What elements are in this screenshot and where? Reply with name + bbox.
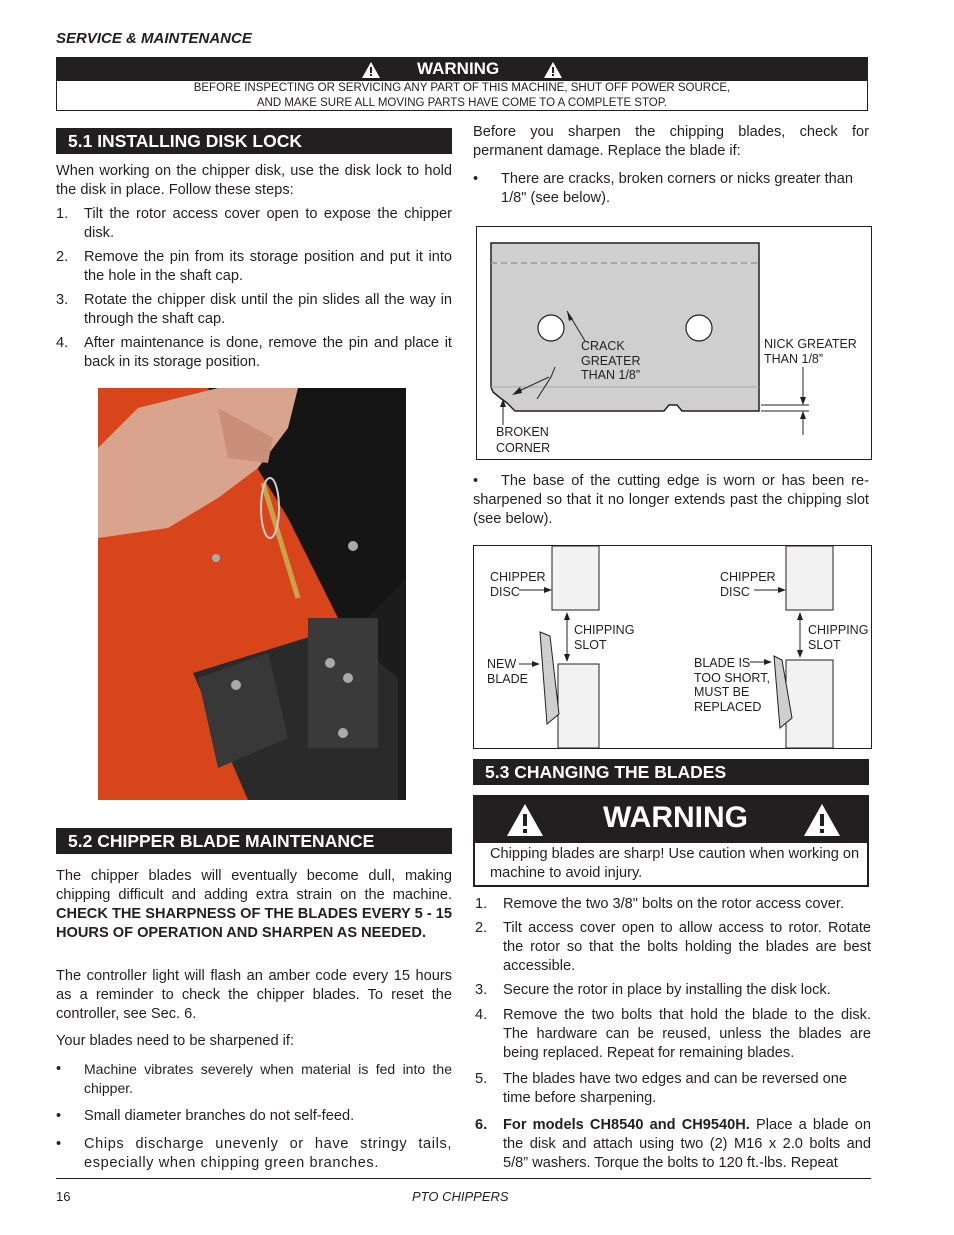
step-text: Tilt the rotor access cover open to expose the chipper disk. <box>84 206 452 241</box>
nick-label: NICK GREATER THAN 1/8” <box>764 337 857 366</box>
warning-triangle-icon <box>543 61 563 79</box>
crack-label: CRACK GREATER THAN 1/8” <box>581 339 641 382</box>
warning-title: WARNING <box>417 59 500 78</box>
new-blade-label: NEW BLADE <box>487 657 528 686</box>
chipper-disc-label: CHIPPER DISC <box>720 570 776 599</box>
step-number: 3. <box>475 982 488 998</box>
warning-title: WARNING <box>603 801 748 834</box>
bullet-text: Small diameter branches do not self-feed. <box>84 1108 355 1124</box>
sec52-paragraph-2: The controller light will flash an amber code every 15 hours as a reminder to check the chipper blades. To reset the controller, see Sec. 6. <box>56 968 452 1022</box>
step-text: Secure the rotor in place by installing the disk lock. <box>503 982 831 998</box>
step-text: Rotate the chipper disk until the pin slides all the way in through the shaft cap. <box>84 292 452 327</box>
bullet-dot: • <box>56 1108 62 1124</box>
step-number: 4. <box>56 335 69 351</box>
top-warning-box <box>56 57 868 111</box>
bullet-text: Chips discharge unevenly or have stringy tails, especially when chipping green branches. <box>84 1136 452 1171</box>
step-text: For models CH8540 and CH9540H. Place a blade on the disk and attach using two (2) M16 x 2.0 bolts and 5/8” washers. Torque the bolts to 120 ft.-lbs. Repeat <box>503 1117 872 1171</box>
step-text: The blades have two edges and can be reversed one time before sharpening. <box>503 1071 848 1106</box>
step-number: 2. <box>475 920 488 936</box>
step-number: 3. <box>56 292 69 308</box>
disk-lock-photo <box>98 388 406 800</box>
section-heading-5-3: 5.3 CHANGING THE BLADES <box>473 759 869 785</box>
step-text: Remove the pin from its storage position and put it into the hole in the shaft cap. <box>84 249 452 284</box>
bullet-dot: • <box>56 1136 62 1152</box>
step-text: After maintenance is done, remove the pin and place it back in its storage position. <box>84 335 452 370</box>
warning-triangle-icon <box>802 802 842 838</box>
bullet-dot: • <box>473 473 479 489</box>
sec52-paragraph-3: Your blades need to be sharpened if: <box>56 1033 295 1049</box>
step-text: Tilt access cover open to allow access to rotor. Rotate the rotor so that the bolts holding the blades are best accessible. <box>503 920 871 974</box>
chipping-slot-label: CHIPPING SLOT <box>574 623 635 652</box>
blade-damage-diagram <box>476 226 872 460</box>
section-heading-5-2: 5.2 CHIPPER BLADE MAINTENANCE <box>56 828 452 854</box>
running-header: SERVICE & MAINTENANCE <box>56 30 252 47</box>
replace-bullet-2: The base of the cutting edge is worn or has been re-sharpened so that it no longer extends past the chipping slot (see below). <box>473 473 869 527</box>
section-heading-5-1: 5.1 INSTALLING DISK LOCK <box>56 128 452 154</box>
blade-warning-box <box>473 795 869 887</box>
chipping-slot-diagram <box>473 545 872 749</box>
footer-title: PTO CHIPPERS <box>412 1189 509 1204</box>
step-number: 5. <box>475 1071 488 1087</box>
step-text: Remove the two 3/8" bolts on the rotor access cover. <box>503 896 845 912</box>
sec51-intro: When working on the chipper disk, use the disk lock to hold the disk in place. Follow these steps: <box>56 163 452 198</box>
step-number: 1. <box>475 896 488 912</box>
bullet-dot: • <box>473 171 479 187</box>
step-number: 4. <box>475 1007 488 1023</box>
blade-too-short-label: BLADE IS TOO SHORT, MUST BE REPLACED <box>694 656 770 714</box>
warning-bar <box>475 797 867 843</box>
bullet-dot: • <box>56 1061 62 1077</box>
step-number: 1. <box>56 206 69 222</box>
warning-triangle-icon <box>505 802 545 838</box>
replace-bullet-1: There are cracks, broken corners or nicks greater than 1/8" (see below). <box>501 171 854 206</box>
warning-text: Chipping blades are sharp! Use caution when working on machine to avoid injury. <box>490 846 860 881</box>
bullet-text: Machine vibrates severely when material is fed into the chipper. <box>84 1061 452 1096</box>
step-number: 6. <box>475 1117 488 1133</box>
chipper-disc-label: CHIPPER DISC <box>490 570 546 599</box>
replace-intro: Before you sharpen the chipping blades, check for permanent damage. Replace the blade if: <box>473 124 869 159</box>
page-number: 16 <box>56 1189 71 1204</box>
step-text: Remove the two bolts that hold the blade to the disk. The hardware can be reused, unless the blades are being replaced. Repeat for remaining blades. <box>503 1007 871 1061</box>
warning-triangle-icon <box>361 61 381 79</box>
step-number: 2. <box>56 249 69 265</box>
sec52-paragraph-1: The chipper blades will eventually become dull, making chipping difficult and adding extra strain on the machine. CHECK THE SHARPNESS OF THE BLADES EVERY 5 - 15 HOURS OF OPERATION AND SHARPEN AS NEEDED. <box>56 868 452 941</box>
warning-bar <box>57 58 867 81</box>
footer-rule <box>56 1178 871 1179</box>
broken-corner-label: BROKEN CORNER <box>496 425 551 455</box>
chipping-slot-label: CHIPPING SLOT <box>808 623 869 652</box>
warning-text: BEFORE INSPECTING OR SERVICING ANY PART OF THIS MACHINE, SHUT OFF POWER SOURCE, AND MAKE SURE ALL MOVING PARTS HAVE COME TO A COMPLETE STOP. <box>193 82 731 109</box>
